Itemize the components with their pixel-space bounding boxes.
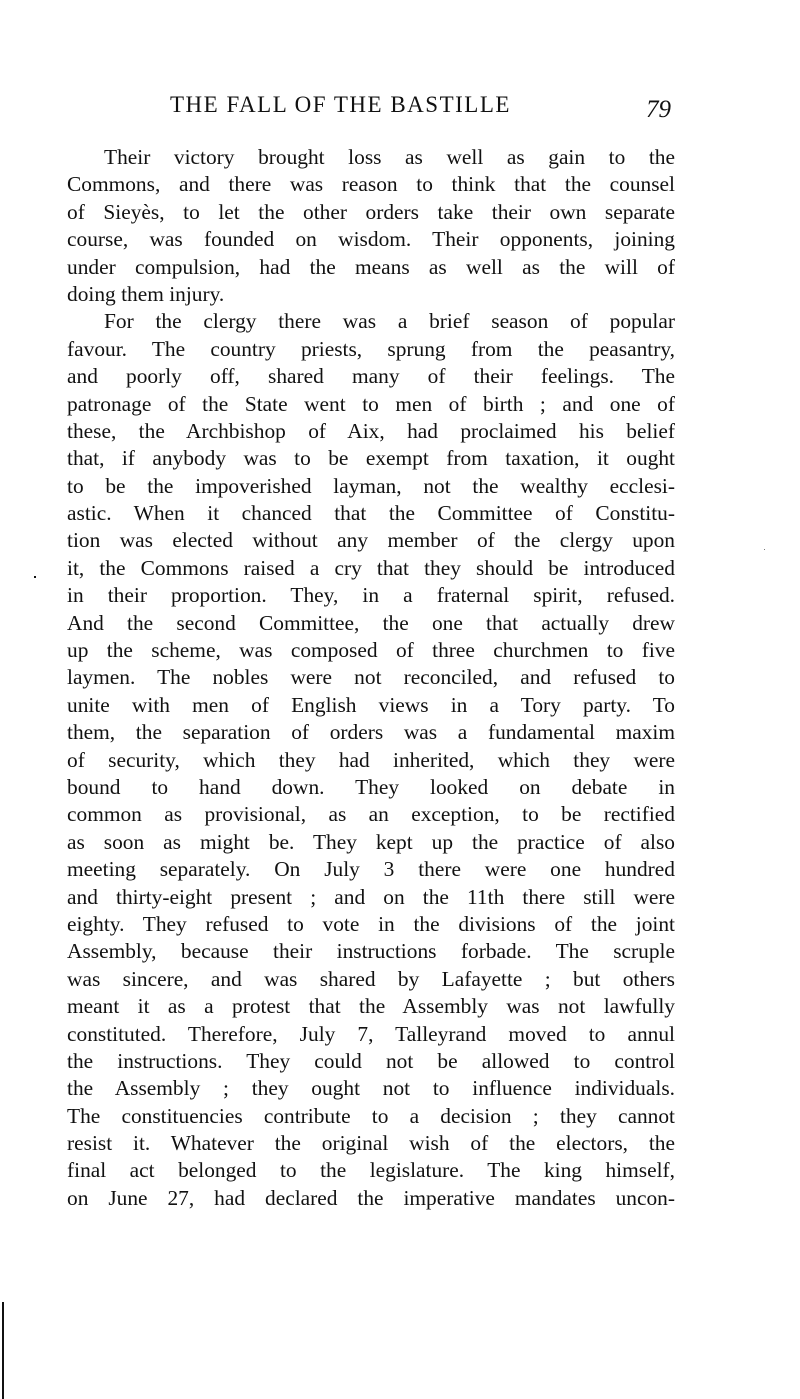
paragraph-line: And the second Committee, the one that actually drew: [67, 610, 675, 635]
scan-edge-line: [2, 1302, 4, 1399]
running-head: THE FALL OF THE BASTILLE: [170, 92, 511, 117]
page-number: 79: [646, 96, 671, 123]
paragraph-line: For the clergy there was a brief season of popular: [104, 309, 675, 334]
paragraph-line: that, if anybody was to be exempt from taxation, it ought: [67, 446, 675, 471]
paragraph-line: final act belonged to the legislature. The king himself,: [67, 1158, 675, 1183]
paragraph-line: resist it. Whatever the original wish of the electors, the: [67, 1131, 675, 1156]
paragraph-line: the Assembly ; they ought not to influence individuals.: [67, 1076, 675, 1101]
paragraph-line: course, was founded on wisdom. Their opponents, joining: [67, 227, 675, 252]
paragraph-line: as soon as might be. They kept up the practice of also: [67, 829, 675, 854]
paragraph-line: doing them injury.: [67, 281, 225, 306]
paragraph-line: The constituencies contribute to a decision ; they cannot: [67, 1103, 675, 1128]
paragraph-line: meant it as a protest that the Assembly was not lawfully: [67, 994, 675, 1019]
paragraph-line: meeting separately. On July 3 there were one hundred: [67, 857, 675, 882]
paragraph-line: in their proportion. They, in a fraternal spirit, refused.: [67, 583, 675, 608]
paragraph-line: patronage of the State went to men of birth ; and one of: [67, 391, 675, 416]
paragraph-line: and poorly off, shared many of their feelings. The: [67, 364, 675, 389]
paragraph-line: of security, which they had inherited, which they were: [67, 747, 675, 772]
paragraph-line: constituted. Therefore, July 7, Talleyrand moved to annul: [67, 1021, 675, 1046]
paragraph-line: Their victory brought loss as well as gain to the: [104, 145, 675, 169]
paragraph-line: on June 27, had declared the imperative mandates uncon-: [67, 1185, 675, 1210]
scan-speck: [34, 576, 36, 578]
paragraph-line: under compulsion, had the means as well as the will of: [67, 254, 675, 279]
paragraph-line: Commons, and there was reason to think that the counsel: [67, 172, 675, 197]
paragraph-line: them, the separation of orders was a fundamental maxim: [67, 720, 675, 745]
paragraph-line: to be the impoverished layman, not the wealthy ecclesi-: [67, 473, 675, 498]
paragraph-line: it, the Commons raised a cry that they should be introduced: [67, 555, 675, 580]
paragraph-line: these, the Archbishop of Aix, had proclaimed his belief: [67, 418, 675, 443]
paragraph-line: was sincere, and was shared by Lafayette ; but others: [67, 966, 675, 991]
paragraph-line: and thirty-eight present ; and on the 11th there still were: [67, 884, 675, 909]
paragraph-line: Assembly, because their instructions forbade. The scruple: [67, 939, 675, 964]
paragraph-line: the instructions. They could not be allowed to control: [67, 1048, 675, 1073]
page-header: [0, 92, 800, 128]
body-text: [67, 144, 675, 1212]
paragraph-line: common as provisional, as an exception, to be rectified: [67, 802, 675, 827]
paragraph-line: eighty. They refused to vote in the divisions of the joint: [67, 911, 675, 936]
paragraph-line: astic. When it chanced that the Committee of Constitu-: [67, 501, 675, 526]
paragraph-line: of Sieyès, to let the other orders take their own separate: [67, 199, 675, 224]
paragraph-line: up the scheme, was composed of three churchmen to five: [67, 638, 675, 663]
scan-speck: [764, 549, 765, 550]
paragraph-line: laymen. The nobles were not reconciled, and refused to: [67, 665, 675, 690]
paragraph-line: unite with men of English views in a Tory party. To: [67, 692, 675, 717]
paragraph-line: tion was elected without any member of the clergy upon: [67, 528, 675, 553]
paragraph-line: bound to hand down. They looked on debate in: [67, 774, 675, 799]
paragraph-line: favour. The country priests, sprung from the peasantry,: [67, 336, 675, 361]
